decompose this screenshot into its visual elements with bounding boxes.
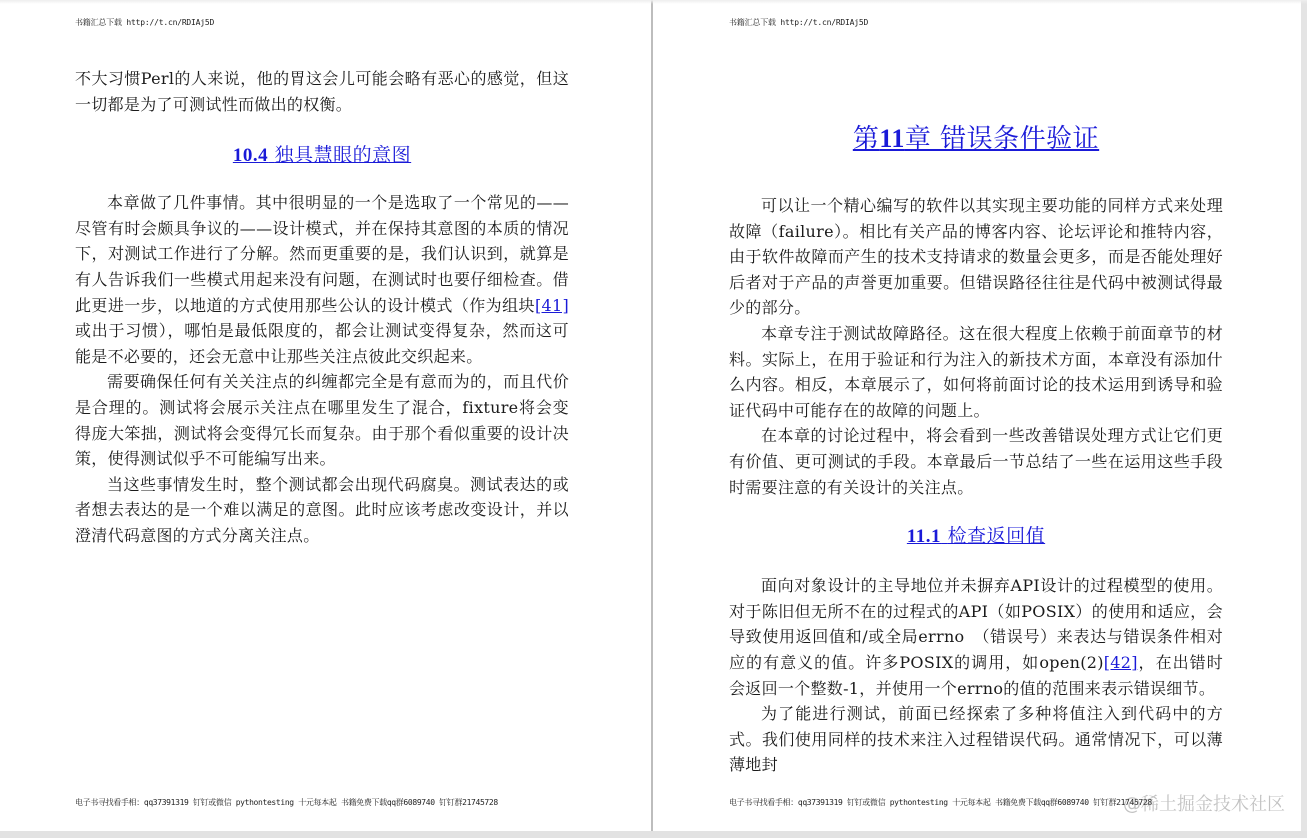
running-footer: 电子书寻找看手相：qq37391319 钉钉或微信 pythontesting 十元每本起 书籍免费下载qq群6089740 钉钉群21745728 — [75, 798, 498, 807]
paragraph-text: ，在出错时会返回一个整数-1，并使用一个errno的值的范围来表示错误细节。 — [729, 652, 1223, 698]
paragraph-text: 面向对象设计的主导地位并未摒弃API设计的过程模型的使用。对于陈旧但无所不在的过程式的API（如POSIX）的使用和适应，会导致使用返回值和/或全局errno （错误号）来表达与错误条件相对应的有意义的值。许多POSIX的调用，如open(2) — [729, 576, 1223, 672]
paragraph-text: 本章做了几件事情。其中很明显的一个是选取了一个常见的——尽管有时会颇具争议的——设计模式，并在保持其意图的本质的情况下，对测试工作进行了分解。然而更重要的是，我们认识到，就算是有人告诉我们一些模式用起来没有问题，在测试时也要仔细检查。借此更进一步，以地道的方式使用那些公认的设计模式（作为组块 — [75, 193, 569, 315]
continuation-paragraph: 不大习惯Perl的人来说，他的胃这会儿可能会略有恶心的感觉，但这一切都是为了可测试性而做出的权衡。 — [75, 69, 569, 114]
section-number: 11.1 — [906, 526, 942, 548]
paragraph: 在本章的讨论过程中，将会看到一些改善错误处理方式让它们更有价值、更可测试的手段。本章最后一节总结了一些在运用这些手段时需要注意的有关设计的关注点。 — [729, 426, 1223, 497]
paragraph-text: 或出于习惯），哪怕是最低限度的，都会让测试变得复杂，然而这可能是不必要的，还会无意中让那些关注点彼此交织起来。 — [75, 321, 569, 366]
section-title: 独具慧眼的意图 — [274, 144, 412, 167]
section-heading-10-4[interactable] — [75, 143, 569, 168]
chapter-number: 11 — [879, 124, 905, 153]
chapter-title: 章 错误条件验证 — [904, 124, 1100, 154]
footnote-link-41[interactable]: [41] — [534, 295, 569, 315]
paragraph — [75, 190, 569, 369]
section-number: 10.4 — [232, 145, 269, 167]
paragraph: 当这些事情发生时，整个测试都会出现代码腐臭。测试表达的或者想去表达的是一个难以满足的意图。此时应该考虑改变设计，并以澄清代码意图的方式分离关注点。 — [75, 474, 569, 545]
page-right — [653, 0, 1301, 831]
paragraph: 本章专注于测试故障路径。这在很大程度上依赖于前面章节的材料。实际上，在用于验证和行为注入的新技术方面，本章没有添加什么内容。相反，本章展示了，如何将前面讨论的技术运用到诱导和验证代码中可能存在的故障的问题上。 — [729, 323, 1223, 420]
page-body — [75, 66, 569, 549]
page-left — [0, 0, 651, 831]
paragraph: 可以让一个精心编写的软件以其实现主要功能的同样方式来处理故障（failure）。相比有关产品的博客内容、论坛评论和推特内容，由于软件故障而产生的技术支持请求的数量会更多，而是否能处理好后者对于产品的声誉更加重要。但错误路径往往是代码中被测试得最少的部分。 — [729, 196, 1223, 318]
watermark: @稀土掘金技术社区 — [1123, 794, 1285, 815]
page-body — [729, 123, 1223, 778]
running-header: 书籍汇总下载 http://t.cn/RDIAj5D — [729, 18, 869, 27]
chapter-heading-11[interactable] — [729, 123, 1223, 155]
paragraph: 需要确保任何有关关注点的纠缠都完全是有意而为的，而且代价是合理的。测试将会展示关注点在哪里发生了混合，fixture将会变得庞大笨拙，测试将会变得冗长而复杂。由于那个看似重要的设计决策，使得测试似乎不可能编写出来。 — [75, 372, 569, 469]
viewer-background-band — [0, 831, 1307, 838]
section-heading-11-1[interactable] — [729, 524, 1223, 549]
footnote-link-42[interactable]: [42] — [1103, 652, 1138, 672]
running-footer: 电子书寻找看手相：qq37391319 钉钉或微信 pythontesting 十元每本起 书籍免费下载qq群6089740 钉钉群21745728 — [729, 798, 1152, 807]
running-header: 书籍汇总下载 http://t.cn/RDIAj5D — [75, 18, 215, 27]
chapter-prefix: 第 — [852, 124, 880, 154]
paragraph — [729, 573, 1223, 701]
paragraph: 为了能进行测试，前面已经探索了多种将值注入到代码中的方式。我们使用同样的技术来注入过程错误代码。通常情况下，可以薄薄地封 — [729, 704, 1223, 775]
section-title: 检查返回值 — [947, 525, 1046, 548]
